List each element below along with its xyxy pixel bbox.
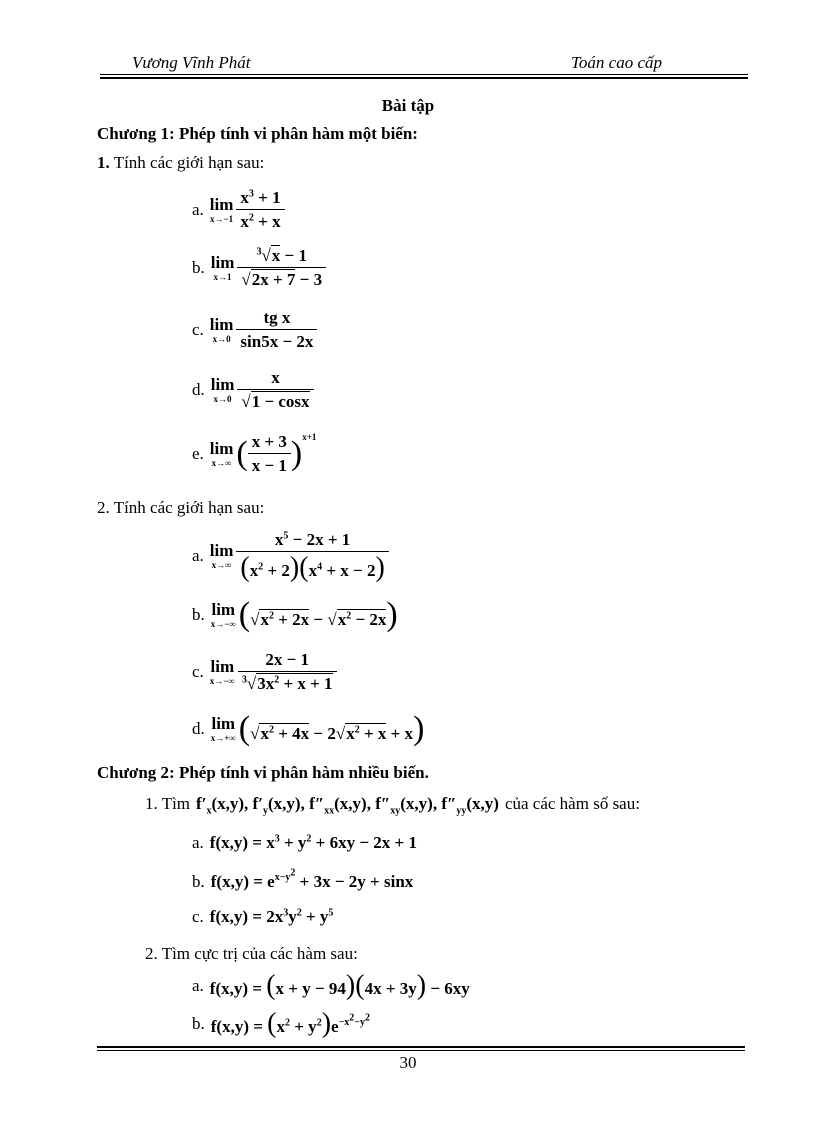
chapter-1-heading: Chương 1: Phép tính vi phân hàm một biến: — [97, 124, 418, 143]
limit-1d: d. lim x→0 $\frac{x}{√1 - \cos x}$ — [192, 368, 314, 411]
limit-1a: a. lim x→−1 $\frac{x^3 + 1}{x^2 + x}$ — [192, 188, 285, 231]
chapter-2-exercise-2-instruction: 2. Tìm cực trị của các hàm sau: — [145, 944, 358, 963]
function-1c: c. $f(x,y) = 2x^3y^2 + y^5$ — [192, 907, 334, 926]
limit-2c: c. lim x→−∞ $\frac{2x - 1}{^3√3x^2 + x + 1}$ — [192, 650, 337, 693]
header-author: Vương Vĩnh Phát — [132, 53, 251, 72]
footer-rule — [97, 1050, 745, 1051]
exercise-2-instruction: 2. Tính các giới hạn sau: — [97, 498, 265, 517]
function-1a: a. $f(x,y) = x^3 + y^2 + 6xy - 2x + 1$ — [192, 833, 417, 852]
limit-2a: a. lim x→∞ $\frac{x^5 - 2x + 1}{(x^2 + 2)(x^4 + x - 2)}$ — [192, 530, 389, 582]
chapter-2-exercise-1: 1. Tìm $f'_x(x,y)$, $f'_y(x,y)$, $f''_{xx}(x,y)$, $f''_{xy}(x,y)$, $f''_{yy}(x,y)$ của các hàm số sau: — [145, 794, 640, 817]
function-2a: a. f(x,y) = (x + y − 94)(4x + 3y) − 6xy — [192, 970, 470, 1001]
header-subject: Toán cao cấp — [571, 53, 662, 72]
header-rule-thick — [100, 77, 748, 79]
limit-1c: c. lim x→0 $\frac{\text{tg x}}{\sin 5x - 2x}$ — [192, 308, 317, 351]
chapter-2-heading: Chương 2: Phép tính vi phân hàm nhiều biến. — [97, 763, 429, 782]
function-2b: b. $f(x,y) = (x^2 + y^2)e^{-x^2-y^2}$ — [192, 1008, 370, 1039]
footer-rule-thick — [97, 1046, 745, 1048]
function-1b: b. $f(x,y) = e^{x-y^2} + 3x - 2y + \sin x$ — [192, 868, 414, 891]
header-rule — [100, 74, 748, 75]
limit-2b: b. lim x→−∞ $(√x^2 + 2x - √x^2 - 2x)$ — [192, 596, 398, 633]
limit-2d: d. lim x→+∞ $(√x^2 + 4x - 2√x^2 + x + x)$ — [192, 710, 425, 747]
page-title: Bài tập — [381, 96, 435, 115]
page-number: 30 — [399, 1053, 417, 1072]
exercise-1-instruction: 1. Tính các giới hạn sau: — [97, 153, 265, 172]
limit-1b: b. lim x→1 $\frac{^3√x - 1}{√2x + 7 - 3}$ — [192, 246, 326, 289]
limit-1e: e. lim x→∞ ( $\frac{x + 3}{x - 1}$ ) x+1 — [192, 432, 317, 475]
